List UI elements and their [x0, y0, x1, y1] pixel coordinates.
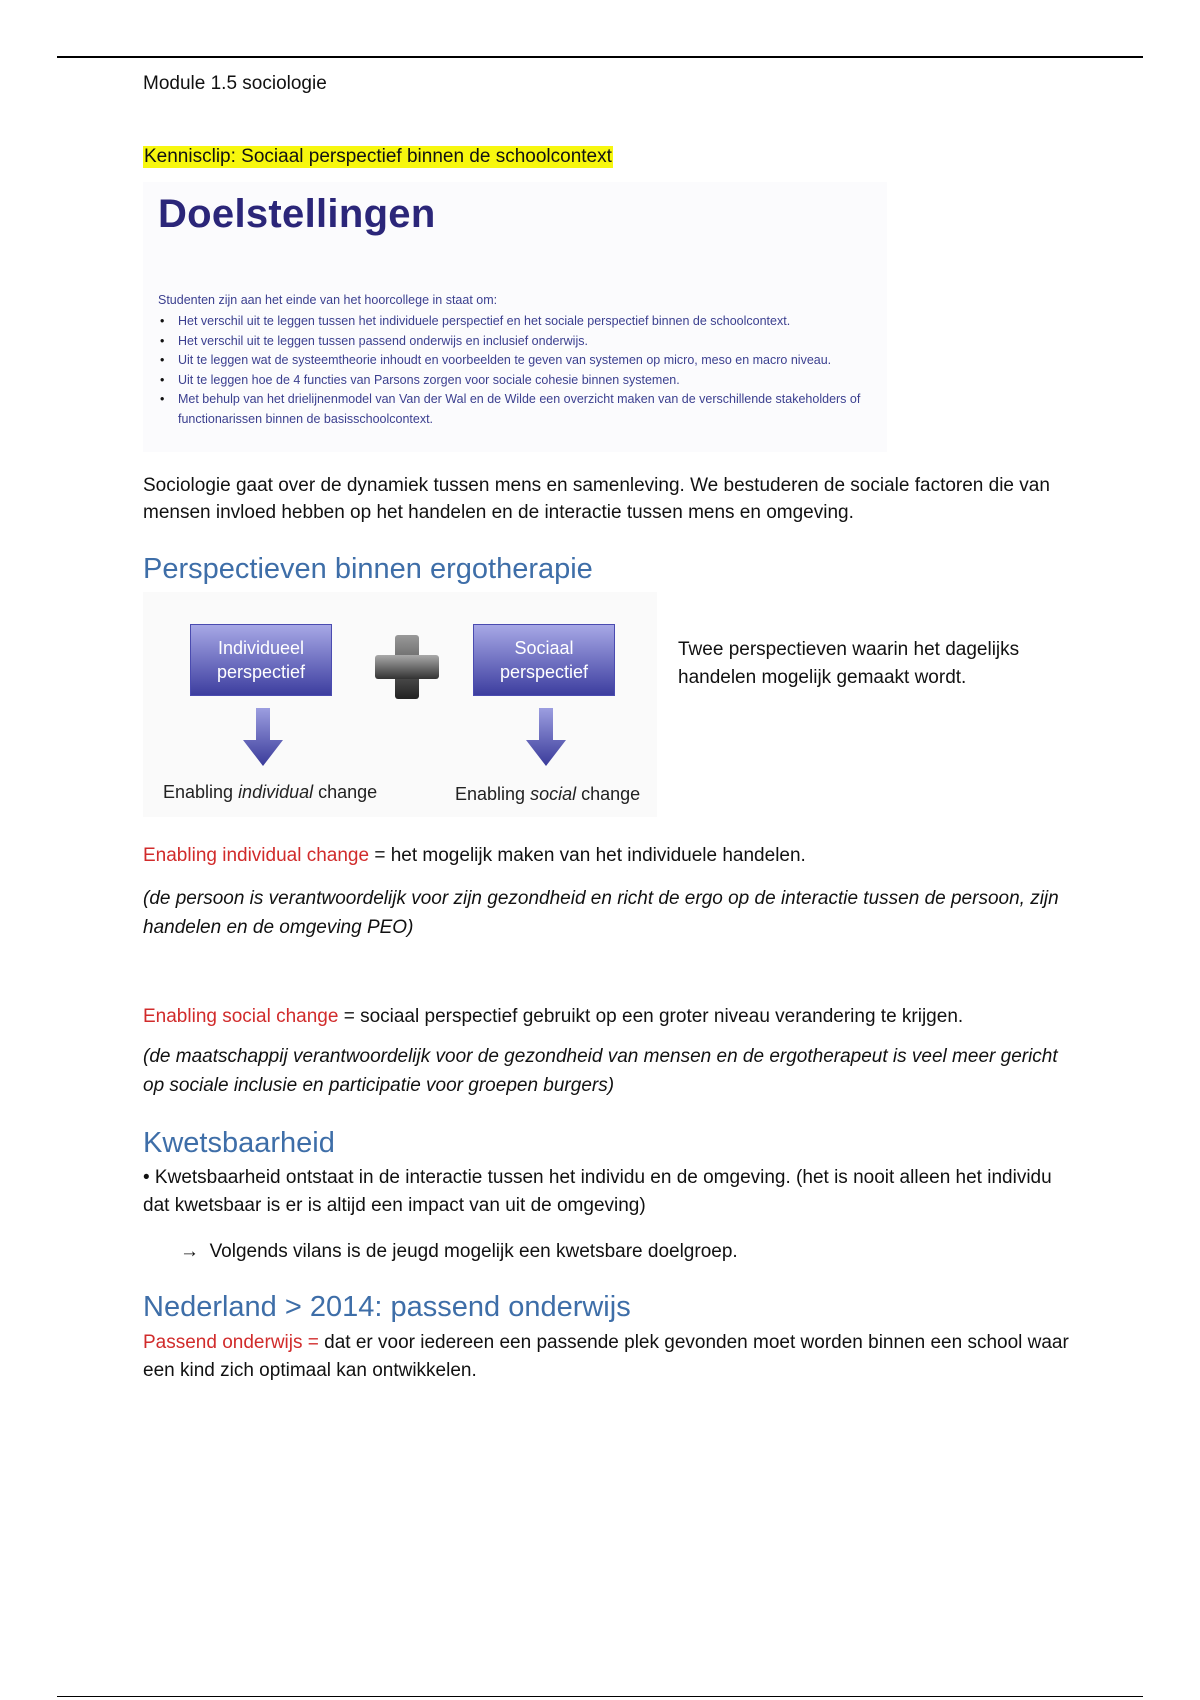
list-item: • Uit te leggen wat de systeemtheorie inhoudt en voorbeelden te geven van systemen op micro, meso en macro niveau. — [158, 351, 878, 371]
list-item: • Met behulp van het drielijnenmodel van Van der Wal en de Wilde een overzicht maken van de verschillende stakeholders of functionarissen binnen de basisschoolcontext. — [160, 392, 861, 426]
list-item: • Het verschil uit te leggen tussen het individuele perspectief en het sociale perspectief binnen de schoolcontext. — [158, 312, 878, 332]
bullet-icon: • — [160, 333, 165, 348]
individual-change-note: (de persoon is verantwoordelijk voor zijn gezondheid en richt de ergo op de interactie tussen de persoon, zijn handelen en de omgeving PEO) — [143, 888, 1059, 938]
list-item: • Uit te leggen hoe de 4 functies van Parsons zorgen voor sociale cohesie binnen systemen. — [158, 371, 878, 391]
highlighted-clip-label: Kennisclip: Sociaal perspectief binnen de schoolcontext — [144, 146, 612, 167]
bullet-icon: • — [160, 392, 165, 406]
bullet-icon: • — [160, 353, 165, 367]
plus-icon — [375, 635, 439, 699]
caption-individual-change: Enabling individual change — [163, 782, 378, 802]
vulnerability-arrow-point: → Volgends vilans is de jeugd mogelijk een kwetsbare doelgroep. — [180, 1241, 738, 1262]
individual-change-definition: Enabling individual change = het mogelijk maken van het individuele handelen. — [143, 845, 806, 866]
term: Enabling social change — [143, 1006, 339, 1027]
vulnerability-bullet: • Kwetsbaarheid ontstaat in de interactie tussen het individu en de omgeving. (het is nooit alleen het individu dat kwetsbaar is er is altijd een impact van uit de omgeving) — [143, 1167, 1052, 1216]
down-arrow-icon — [526, 708, 566, 766]
bullet-icon: • — [160, 372, 165, 387]
slide-title: Doelstellingen — [158, 192, 436, 236]
bullet-icon: • — [160, 314, 165, 328]
down-arrow-icon — [243, 708, 283, 766]
slide-intro: Studenten zijn aan het einde van het hoorcollege in staat om: — [158, 293, 498, 307]
individual-perspective-box: Individueel perspectief — [190, 624, 332, 696]
intro-paragraph: Sociologie gaat over de dynamiek tussen mens en samenleving. We bestuderen de sociale factoren die van mensen invloed hebben op het handelen en de interactie tussen mens en omgeving. — [143, 475, 1050, 523]
list-item: • Het verschil uit te leggen tussen passend onderwijs en inclusief onderwijs. — [158, 332, 878, 352]
right-arrow-icon: → — [180, 1241, 199, 1262]
bottom-rule — [57, 1696, 1143, 1697]
heading-perspectives: Perspectieven binnen ergotherapie — [143, 553, 593, 585]
passend-onderwijs-definition: Passend onderwijs = dat er voor iedereen een passende plek gevonden moet worden binnen een school waar een kind zich optimaal kan ontwikkelen. — [143, 1332, 1069, 1381]
caption-social-change: Enabling social change — [455, 784, 641, 804]
perspectives-diagram — [143, 592, 657, 817]
heading-vulnerability: Kwetsbaarheid — [143, 1127, 335, 1159]
heading-passend-onderwijs: Nederland > 2014: passend onderwijs — [143, 1291, 631, 1323]
document-header-title: Module 1.5 sociologie — [143, 73, 327, 94]
objectives-slide-image — [143, 182, 887, 452]
term: Enabling individual change — [143, 845, 370, 866]
social-change-note: (de maatschappij verantwoordelijk voor de gezondheid van mensen en de ergotherapeut is veel meer gericht op sociale inclusie en participatie voor groepen burgers) — [143, 1046, 1058, 1096]
social-perspective-box: Sociaal perspectief — [473, 624, 615, 696]
social-change-definition: Enabling social change = sociaal perspectief gebruikt op een groter niveau verandering te krijgen. — [143, 1006, 964, 1027]
slide-objectives-list — [158, 312, 878, 429]
term: Passend onderwijs = — [143, 1332, 319, 1353]
top-rule — [57, 56, 1143, 58]
perspectives-side-text: Twee perspectieven waarin het dagelijks handelen mogelijk gemaakt wordt. — [678, 639, 1020, 688]
